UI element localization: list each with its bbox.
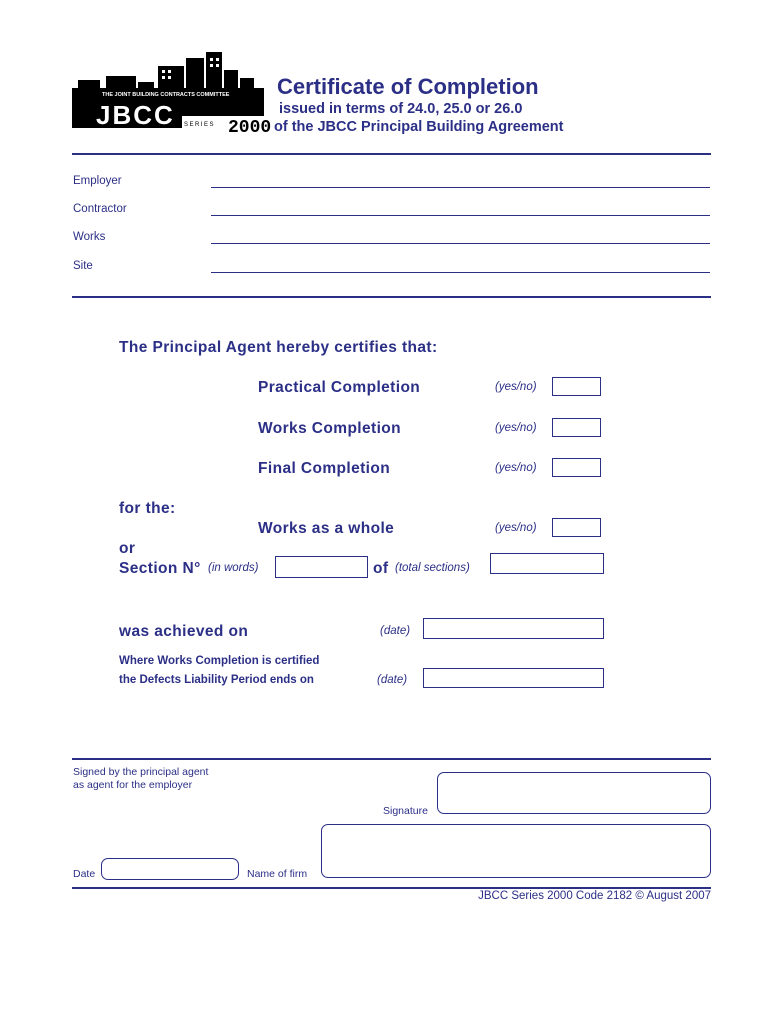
final-completion-label: Final Completion [258,460,391,477]
works-whole-input[interactable] [552,518,601,537]
achieved-label: was achieved on [119,623,249,640]
firm-name-input[interactable] [321,824,711,878]
works-whole-hint: (yes/no) [495,522,537,534]
signature-label: Signature [383,805,428,817]
footer-rule [72,887,711,889]
section-hint: (in words) [208,562,259,574]
final-completion-input[interactable] [552,458,601,477]
section-number-input[interactable] [275,556,368,578]
employer-field[interactable] [211,171,710,188]
works-completion-input[interactable] [552,418,601,437]
defects-hint: (date) [377,674,408,686]
signed-by-text-1: Signed by the principal agent [73,766,209,778]
logo-committee-text: THE JOINT BUILDING CONTRACTS COMMITTEE [102,92,230,98]
employer-label: Employer [73,175,122,187]
contractor-label: Contractor [73,203,127,215]
logo-mark: JBCC [96,100,175,130]
for-the-label: for the: [119,500,176,517]
site-field[interactable] [211,256,710,273]
date-label: Date [73,868,96,880]
logo-series-number: 2000 [228,118,272,138]
or-label: or [119,540,136,557]
works-field[interactable] [211,227,710,244]
signature-input[interactable] [437,772,711,814]
logo-series-label: SERIES [184,122,216,128]
achieved-hint: (date) [380,625,411,637]
document-title: Certificate of Completion [277,74,539,99]
document-subtitle-1: issued in terms of 24.0, 25.0 or 26.0 [279,101,523,117]
defects-text-2: the Defects Liability Period ends on [119,674,314,686]
total-sections-hint: (total sections) [395,562,470,574]
achieved-date-input[interactable] [423,618,604,639]
parties-rule [72,296,711,298]
contractor-field[interactable] [211,199,710,216]
works-whole-label: Works as a whole [258,520,395,537]
signed-by-text-2: as agent for the employer [73,779,193,791]
final-completion-hint: (yes/no) [495,462,537,474]
jbcc-logo [72,52,272,140]
signature-rule [72,758,711,760]
section-label: Section N° [119,560,201,577]
works-completion-label: Works Completion [258,420,402,437]
header-rule [72,153,711,155]
footer-code: JBCC Series 2000 Code 2182 © August 2007 [478,890,711,902]
defects-date-input[interactable] [423,668,604,688]
practical-completion-hint: (yes/no) [495,381,537,393]
practical-completion-input[interactable] [552,377,601,396]
works-completion-hint: (yes/no) [495,422,537,434]
total-sections-input[interactable] [490,553,604,574]
firm-label: Name of firm [247,868,308,880]
defects-text-1: Where Works Completion is certified [119,655,320,667]
practical-completion-label: Practical Completion [258,379,421,396]
certification-intro: The Principal Agent hereby certifies that: [119,339,438,356]
of-label: of [373,560,389,577]
site-label: Site [73,260,93,272]
works-label: Works [73,231,106,243]
date-input[interactable] [101,858,239,880]
document-subtitle-2: of the JBCC Principal Building Agreement [274,119,564,135]
